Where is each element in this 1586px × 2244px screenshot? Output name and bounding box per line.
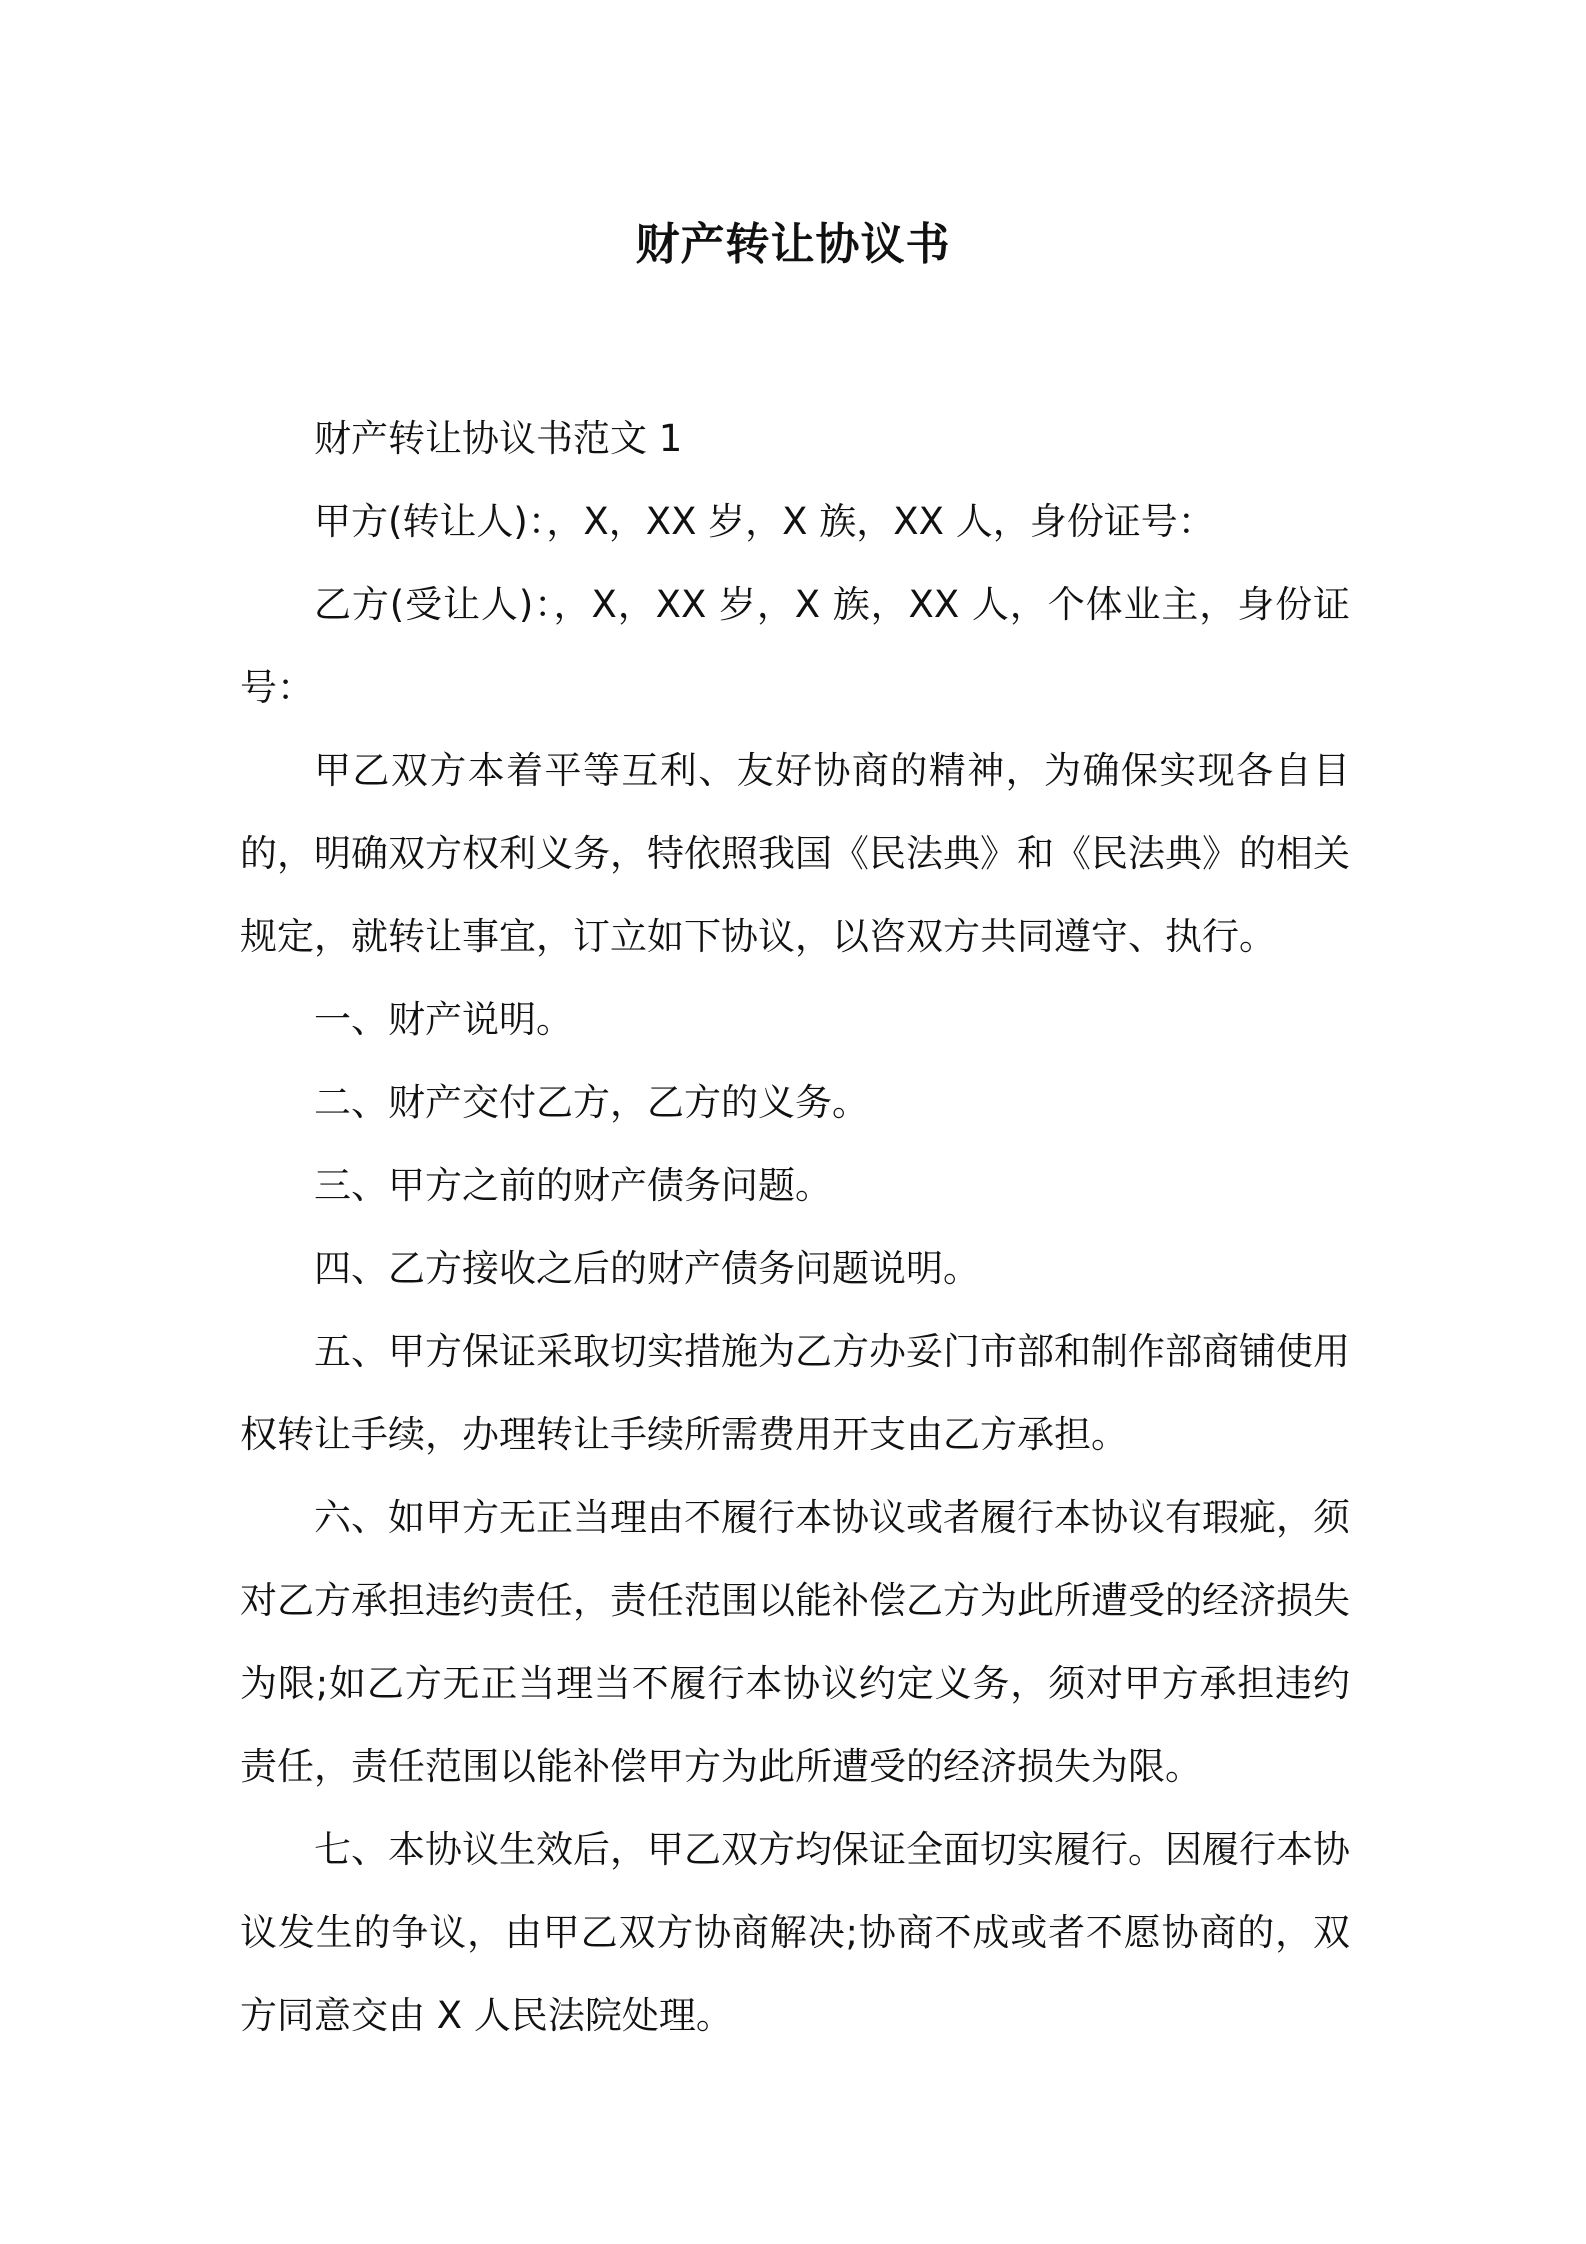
paragraph-party-b: 乙方(受让人)：，X，XX 岁，X 族，XX 人，个体业主，身份证号： bbox=[240, 583, 1350, 709]
paragraph-preamble: 甲乙双方本着平等互利、友好协商的精神，为确保实现各自目的，明确双方权利义务，特依照我国《民法典》和《民法典》的相关规定，就转让事宜，订立如下协议，以咨双方共同遵守、执行。 bbox=[240, 749, 1350, 958]
paragraph-clause-3: 三、甲方之前的财产债务问题。 bbox=[314, 1164, 832, 1207]
paragraph-clause-7: 七、本协议生效后，甲乙双方均保证全面切实履行。因履行本协议发生的争议，由甲乙双方协商解决;协商不成或者不愿协商的，双方同意交由 X 人民法院处理。 bbox=[240, 1828, 1350, 2037]
paragraph-clause-6: 六、如甲方无正当理由不履行本协议或者履行本协议有瑕疵，须对乙方承担违约责任，责任范围以能补偿乙方为此所遭受的经济损失为限;如乙方无正当理当不履行本协议约定义务，须对甲方承担违约责任，责任范围以能补偿甲方为此所遭受的经济损失为限。 bbox=[240, 1496, 1350, 1788]
paragraph-heading: 财产转让协议书范文 1 bbox=[314, 417, 683, 460]
document-body bbox=[240, 397, 1350, 2057]
paragraph-clause-4: 四、乙方接收之后的财产债务问题说明。 bbox=[314, 1247, 980, 1290]
document-title: 财产转让协议书 bbox=[635, 219, 951, 270]
paragraph-clause-2: 二、财产交付乙方，乙方的义务。 bbox=[314, 1081, 869, 1124]
paragraph-party-a: 甲方(转让人)：，X，XX 岁，X 族，XX 人，身份证号： bbox=[314, 500, 1215, 543]
paragraph-clause-1: 一、财产说明。 bbox=[314, 998, 573, 1041]
paragraph-clause-5: 五、甲方保证采取切实措施为乙方办妥门市部和制作部商铺使用权转让手续，办理转让手续所需费用开支由乙方承担。 bbox=[240, 1330, 1350, 1456]
